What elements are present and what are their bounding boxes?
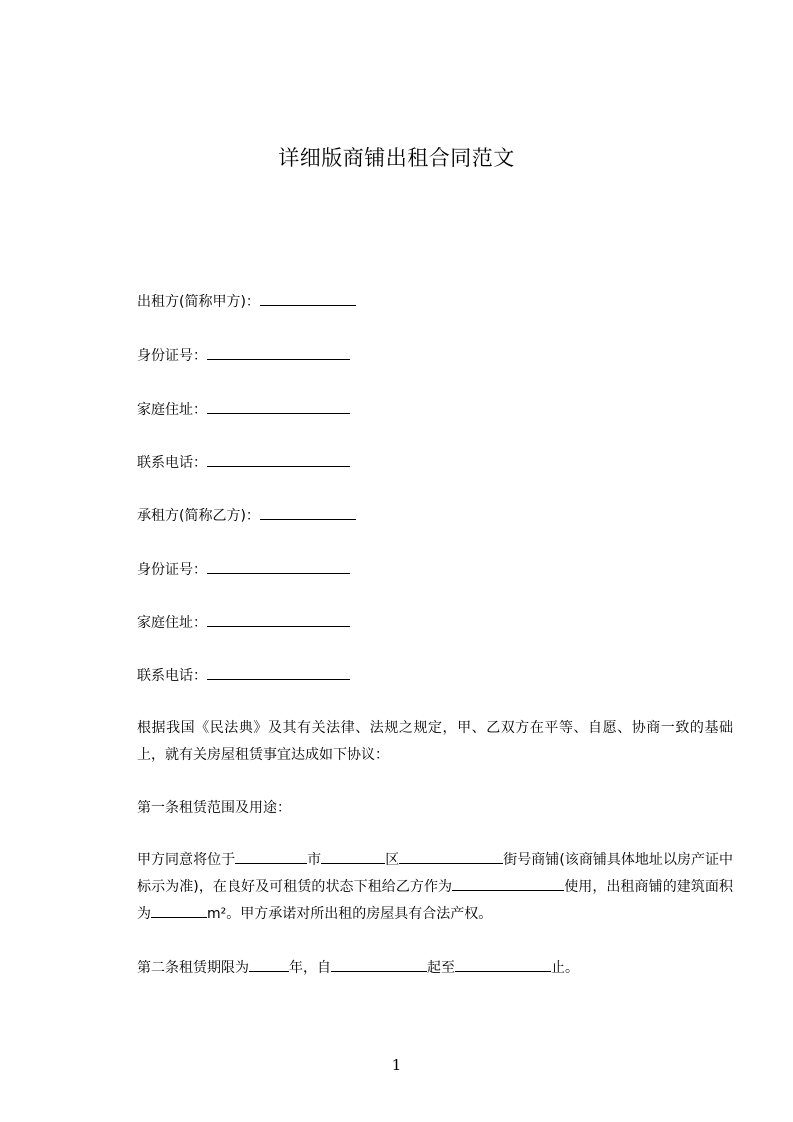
party-a-phone-label: 联系电话： [137, 455, 207, 471]
district-blank [321, 849, 385, 864]
party-b-name-blank [260, 505, 356, 520]
party-a-name-label: 出租方(简称甲方)： [137, 294, 260, 310]
preamble-paragraph: 根据我国《民法典》及其有关法律、法规之规定，甲、乙双方在平等、自愿、协商一致的基础上，就有关房屋租赁事宜达成如下协议： [137, 720, 733, 763]
article1-district: 区 [385, 852, 400, 868]
party-a-address-field [137, 399, 350, 420]
start-date-blank [331, 957, 427, 972]
usage-blank [452, 876, 564, 891]
article2-text-part3: 起至 [427, 960, 455, 976]
article2-text-part2: 年，自 [289, 960, 331, 976]
article2-line [137, 957, 579, 978]
article1-unit: m² [207, 906, 227, 922]
party-a-id-blank [207, 345, 350, 360]
party-b-id-label: 身份证号： [137, 562, 207, 578]
article1-text-part2: 街号商铺(该商铺具体地址以房产证中标示为准)，在良好及可租赁的状态下租给乙方作为 [137, 852, 734, 895]
party-a-name-field [137, 291, 356, 312]
party-b-address-label: 家庭住址： [137, 615, 207, 631]
article1-text-part4: 。甲方承诺对所出租的房屋具有合法产权。 [226, 906, 493, 922]
page-number: 1 [391, 1056, 402, 1074]
party-b-address-field [137, 612, 350, 633]
document-title: 详细版商铺出租合同范文 [278, 146, 515, 170]
article2-text-part1: 第二条租赁期限为 [137, 960, 249, 976]
party-a-id-label: 身份证号： [137, 348, 207, 364]
years-blank [249, 957, 289, 972]
party-b-phone-label: 联系电话： [137, 668, 207, 684]
article2-text-part4: 止。 [551, 960, 579, 976]
party-a-phone-blank [207, 452, 350, 467]
article1-text-part3: 使用，出租商铺的建筑面积为 [137, 879, 733, 922]
party-a-address-blank [207, 399, 350, 414]
party-b-address-blank [207, 612, 350, 627]
party-b-phone-field [137, 665, 350, 686]
party-a-phone-field [137, 452, 350, 473]
article1-text-part1: 甲方同意将位于 [137, 852, 236, 868]
article1-city: 市 [307, 852, 322, 868]
party-b-name-field [137, 505, 356, 526]
city-blank [235, 849, 307, 864]
end-date-blank [455, 957, 551, 972]
party-a-id-field [137, 345, 350, 366]
article1-paragraph [106, 847, 733, 928]
party-b-name-label: 承租方(简称乙方)： [137, 508, 260, 524]
party-b-id-blank [207, 559, 350, 574]
area-blank [151, 903, 207, 918]
party-b-id-field [137, 559, 350, 580]
street-blank [399, 849, 503, 864]
article1-heading: 第一条租赁范围及用途： [137, 800, 291, 816]
party-a-address-label: 家庭住址： [137, 402, 207, 418]
party-b-phone-blank [207, 665, 350, 680]
party-a-name-blank [260, 291, 356, 306]
